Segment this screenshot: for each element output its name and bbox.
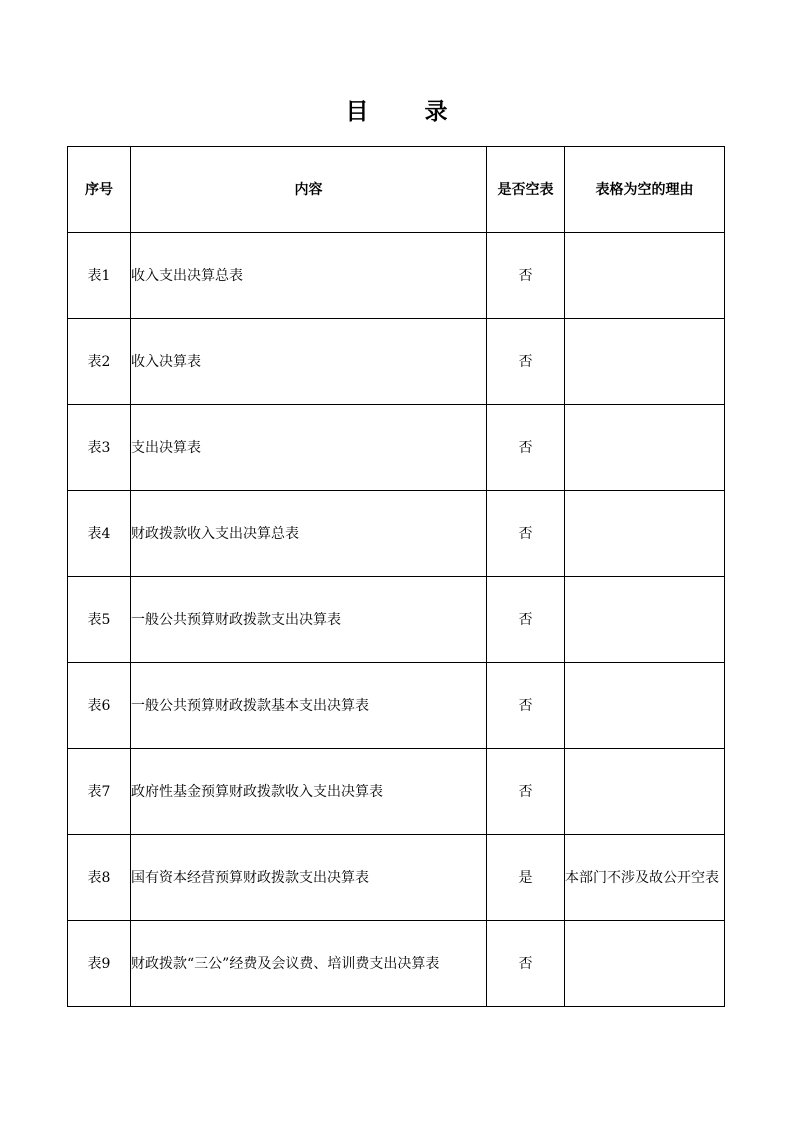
row-is-empty: 否 [487,577,565,663]
row-is-empty: 否 [487,921,565,1007]
row-number: 表5 [68,577,131,663]
row-reason [565,577,725,663]
row-reason [565,491,725,577]
row-content: 收入决算表 [131,319,487,405]
row-number: 表1 [68,233,131,319]
table-row [68,491,725,577]
row-content: 财政拨款“三公”经费及会议费、培训费支出决算表 [131,921,487,1007]
row-is-empty: 否 [487,319,565,405]
row-reason [565,319,725,405]
header-no: 序号 [68,147,131,233]
header-is-empty: 是否空表 [487,147,565,233]
contents-table [67,146,725,1007]
row-reason [565,405,725,491]
row-reason [565,749,725,835]
row-is-empty: 否 [487,663,565,749]
row-number: 表4 [68,491,131,577]
row-is-empty: 否 [487,491,565,577]
row-number: 表8 [68,835,131,921]
table-row [68,663,725,749]
row-number: 表6 [68,663,131,749]
row-content: 一般公共预算财政拨款支出决算表 [131,577,487,663]
table-row [68,835,725,921]
row-reason [565,663,725,749]
row-reason: 本部门不涉及故公开空表 [565,835,725,921]
row-content: 支出决算表 [131,405,487,491]
row-is-empty: 否 [487,233,565,319]
header-reason: 表格为空的理由 [565,147,725,233]
row-number: 表2 [68,319,131,405]
table-row [68,233,725,319]
row-content: 一般公共预算财政拨款基本支出决算表 [131,663,487,749]
row-reason [565,921,725,1007]
row-is-empty: 否 [487,749,565,835]
row-is-empty: 否 [487,405,565,491]
header-content: 内容 [131,147,487,233]
row-content: 财政拨款收入支出决算总表 [131,491,487,577]
table-row [68,921,725,1007]
row-number: 表7 [68,749,131,835]
table-row [68,577,725,663]
row-content: 政府性基金预算财政拨款收入支出决算表 [131,749,487,835]
row-reason [565,233,725,319]
table-row [68,749,725,835]
row-is-empty: 是 [487,835,565,921]
table-row [68,405,725,491]
page-title: 目 录 [345,99,472,125]
table-header-row [68,147,725,233]
row-content: 国有资本经营预算财政拨款支出决算表 [131,835,487,921]
row-number: 表9 [68,921,131,1007]
table-row [68,319,725,405]
row-content: 收入支出决算总表 [131,233,487,319]
row-number: 表3 [68,405,131,491]
